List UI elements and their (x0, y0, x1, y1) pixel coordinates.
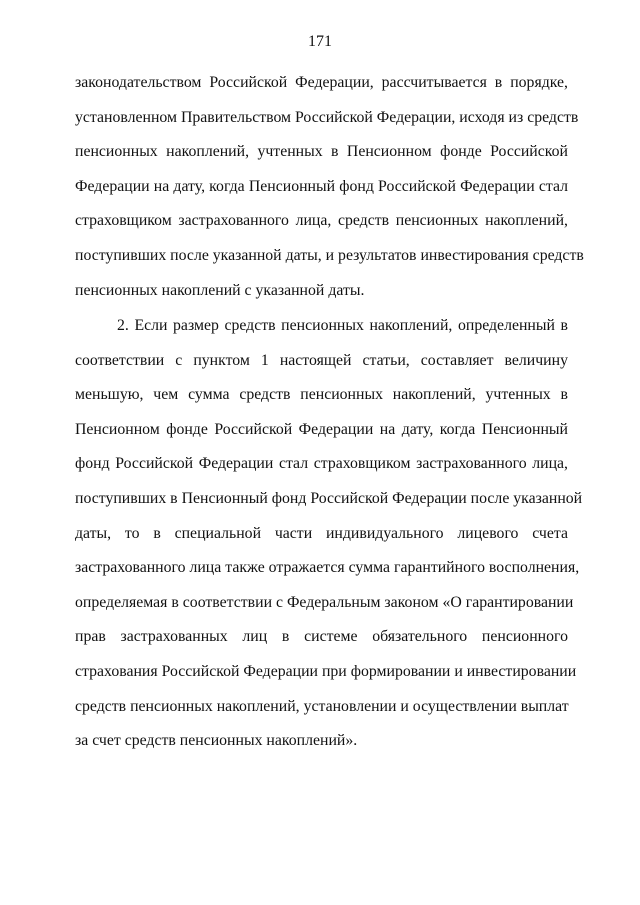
text-line: пенсионных накоплений, учтенных в Пенсионном фонде Российской (75, 143, 568, 161)
text-line: определяемая в соответствии с Федеральным законом «О гарантировании (75, 593, 574, 611)
page-number: 171 (308, 33, 332, 50)
text-line: пенсионных накоплений с указанной даты. (75, 281, 365, 299)
text-line: фонд Российской Федерации стал страховщиком застрахованного лица, (75, 455, 568, 473)
text-line: 2. Если размер средств пенсионных накоплений, определенный в (117, 317, 568, 334)
text-line: даты, то в специальной части индивидуального лицевого счета (75, 524, 568, 542)
text-line: за счет средств пенсионных накоплений». (75, 732, 358, 750)
text-line: страховщиком застрахованного лица, средств пенсионных накоплений, (75, 212, 568, 230)
text-line: Федерации на дату, когда Пенсионный фонд Российской Федерации стал (75, 177, 568, 195)
text-line: законодательством Российской Федерации, рассчитывается в порядке, (75, 74, 568, 91)
text-line: поступивших после указанной даты, и результатов инвестирования средств (75, 246, 584, 264)
text-line: поступивших в Пенсионный фонд Российской Федерации после указанной (75, 489, 583, 507)
text-line: соответствии с пунктом 1 настоящей статьи, составляет величину (75, 351, 568, 369)
paragraph-2 (75, 316, 583, 766)
text-line: меньшую, чем сумма средств пенсионных накоплений, учтенных в (75, 386, 568, 404)
text-line: страхования Российской Федерации при формировании и инвестировании (75, 662, 577, 680)
text-line: Пенсионном фонде Российской Федерации на дату, когда Пенсионный (75, 420, 568, 438)
text-line: застрахованного лица также отражается сумма гарантийного восполнения, (75, 559, 580, 577)
text-line: установленном Правительством Российской Федерации, исходя из средств (75, 108, 579, 126)
paragraph-1 (75, 73, 584, 315)
text-line: прав застрахованных лиц в системе обязательного пенсионного (75, 628, 568, 646)
text-line: средств пенсионных накоплений, установлении и осуществлении выплат (75, 697, 569, 715)
